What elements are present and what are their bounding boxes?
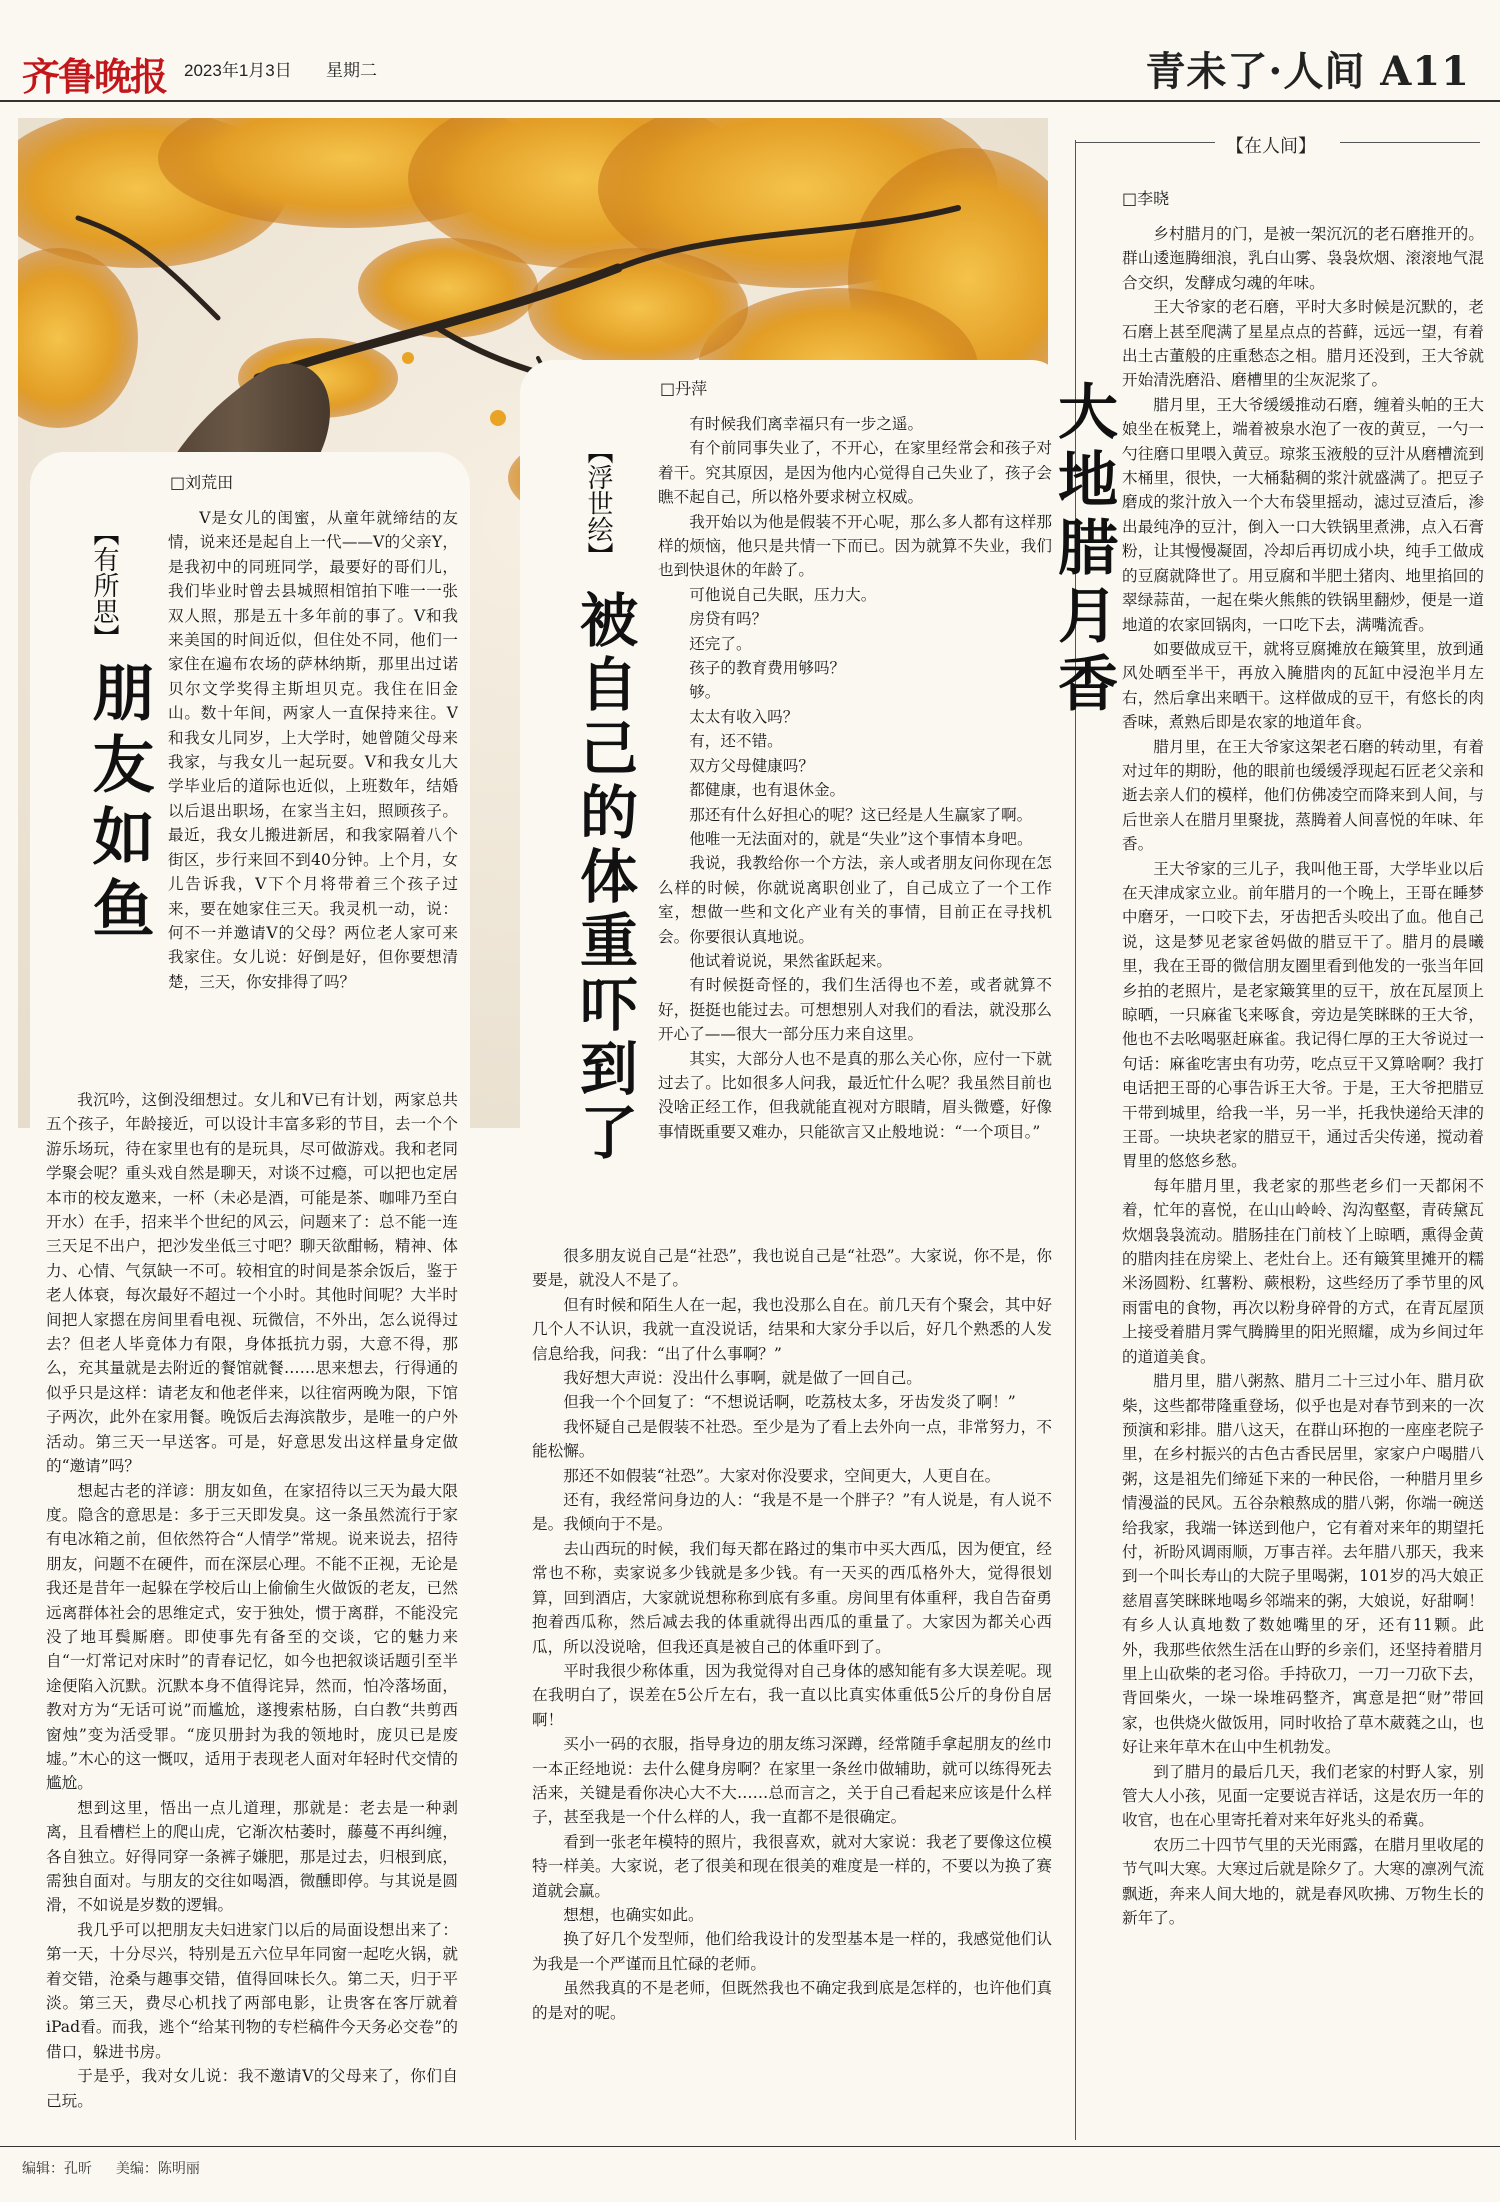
article-paragraph: 想起古老的洋谚：朋友如鱼，在家招待以三天为最大限度。隐含的意思是：多于三天即发臭。这一条虽然流行于家有电冰箱之前，但依然符合“人情学”常规。说来说去，招待朋友，问题不在硬件，而在深层心理。不能不正视，无论是我还是昔年一起躲在学校后山上偷偷生火做饭的老友，已然远离群体社会的思维定式，安于独处，惯于离群，不能没完没了地耳鬓厮磨。即使事先有备至的交谈，它的魅力来自“一灯常记对床时”的青春记忆，如今也把叙谈话题引至半途便陷入沉默。沉默本身不值得诧异，然而，怕冷落场面，教对方为“无话可说”而尴尬，遂搜索枯肠，白白教“共剪西窗烛”变为活受罪。“庞贝册封为我的领地时，庞贝已是废墟。”木心的这一慨叹，适用于表现老人面对年轻时代交情的尴尬。 <box>46 1481 458 1793</box>
article-paragraph: 有，还不错。 <box>689 732 783 751</box>
article-paragraph: 那还有什么好担心的呢？这已经是人生赢家了啊。 <box>689 805 1033 824</box>
article-paragraph: 很多朋友说自己是“社恐”，我也说自己是“社恐”。大家说，你不是，你要是，就没人不是了。 <box>532 1247 1052 1290</box>
article-paragraph: 还完了。 <box>689 634 752 653</box>
article-paragraph: 到了腊月的最后几天，我们老家的村野人家，别管大人小孩，见面一定要说吉祥话，这是农历一年的收官，也在心里寄托着对来年好兆头的希冀。 <box>1122 1762 1484 1830</box>
article-paragraph: 我怀疑自己是假装不社恐。至少是为了看上去外向一点，非常努力，不能松懈。 <box>532 1417 1052 1461</box>
article-paragraph: 去山西玩的时候，我们每天都在路过的集市中买大西瓜，因为便宜，经常也不称，卖家说多少钱就是多少钱。有一天买的西瓜格外大，觉得很划算，回到酒店，大家就说想称称到底有多重。房间里有体重秤，我自告奋勇抱着西瓜称，然后减去我的体重就得出西瓜的重量了。大家因为都关心西瓜，所以没说啥，但我还真是被自己的体重吓到了。 <box>532 1539 1052 1656</box>
article-paragraph: 还有，我经常问身边的人：“我是不是一个胖子？”有人说是，有人说不是。我倾向于不是。 <box>532 1491 1052 1534</box>
article-paragraph: 每年腊月里，我老家的那些老乡们一天都闲不着，忙年的喜悦，在山山岭岭、沟沟壑壑，青砖黛瓦炊烟袅袅流动。腊肠挂在门前枝丫上晾晒，熏得金黄的腊肉挂在房梁上、老灶台上。还有簸箕里摊开的糯米汤圆粉、红薯粉、蕨根粉，这些经历了季节里的风雨雷电的食物，再次以粉身碎骨的方式，在青瓦屋顶上接受着腊月霁气腾腾里的阳光照耀，成为乡间过年的道道美食。 <box>1122 1176 1484 1366</box>
article-paragraph: 够。 <box>689 683 721 702</box>
article-paragraph: 那还不如假装“社恐”。大家对你没要求，空间更大，人更自在。 <box>563 1466 1001 1485</box>
section-title: 青未了·人间 A11 <box>1145 48 1470 95</box>
article-paragraph: 虽然我真的不是老师，但既然我也不确定我到底是怎样的，也许他们真的是对的呢。 <box>532 1979 1052 2022</box>
article-paragraph: 有个前同事失业了，不开心，在家里经常会和孩子对着干。究其原因，是因为他内心觉得自己失业了，孩子会瞧不起自己，所以格外要求树立权威。 <box>658 439 1052 507</box>
article-friends-column-tag: 【有所思】 <box>89 520 119 650</box>
article-paragraph: 想到这里，悟出一点儿道理，那就是：老去是一种剥离，且看槽栏上的爬山虎，它渐次枯萎时，藤蔓不再纠缠，各自独立。好得同穿一条裤子嫌肥，那是过去，归根到底，需独自面对。与朋友的交往如喝酒，微醺即停。与其说是圆滑，不如说是岁数的逻辑。 <box>46 1798 458 1915</box>
article-weight-body-continued <box>532 1244 1052 2130</box>
article-paragraph: 想想，也确实如此。 <box>563 1905 704 1924</box>
article-paragraph: 都健康，也有退休金。 <box>689 781 846 800</box>
editor-credit: 编辑：孔昕 <box>22 2160 92 2176</box>
article-paragraph: 孩子的教育费用够吗？ <box>689 659 846 678</box>
article-friends-title: 朋友如鱼 <box>82 660 155 948</box>
article-friends-author: □刘荒田 <box>170 473 234 492</box>
article-paragraph: 其实，大部分人也不是真的那么关心你，应付一下就过去了。比如很多人问我，最近忙什么呢？我虽然目前也没啥正经工作，但我就能直视对方眼睛，眉头微蹙，好像事情既重要又难办，只能欲言又止般地说：“一个项目。” <box>658 1049 1052 1141</box>
footer-rule <box>0 2146 1500 2147</box>
article-weight-title: 被自己的体重吓到了 <box>570 590 638 1166</box>
article-paragraph: 王大爷家的三儿子，我叫他王哥，大学毕业以后在天津成家立业。前年腊月的一个晚上，王哥在睡梦中磨牙，一口咬下去，牙齿把舌头咬出了血。他自己说，这是梦见老家爸妈做的腊豆干了。腊月的晨曦里，我在王哥的微信朋友圈里看到他发的一张当年回乡拍的老照片，是老家簸箕里的豆干，放在瓦屋顶上晾晒，一只麻雀飞来啄食，旁边是笑眯眯的王大爷，他也不去吆喝驱赶麻雀。我记得仁厚的王大爷说过一句话：麻雀吃害虫有功劳，吃点豆干又算啥啊？我打电话把王哥的心事告诉王大爷。于是，王大爷把腊豆干带到城里，给我一半，另一半，托我快递给天津的王哥。一块块老家的腊豆干，通过舌尖传递，搅动着胃里的悠悠乡愁。 <box>1122 859 1484 1171</box>
right-section-rule-left <box>1075 142 1215 143</box>
article-paragraph: 有时候我们离幸福只有一步之遥。 <box>689 415 924 433</box>
article-paragraph: 但我一个个回复了：“不想说话啊，吃荔枝太多，牙齿发炎了啊！” <box>563 1393 1016 1412</box>
article-paragraph: 他试着说说，果然雀跃起来。 <box>689 951 892 970</box>
article-friends-body <box>168 506 458 1086</box>
article-friends-body-continued <box>46 1088 458 2128</box>
article-lamei-title: 大地腊月香 <box>1048 380 1118 720</box>
article-paragraph: 房贷有吗？ <box>689 610 768 629</box>
article-lamei-column-tag: 【在人间】 <box>1226 136 1316 157</box>
article-lamei-author: □李晓 <box>1122 189 1170 208</box>
right-section-rule-right <box>1340 142 1480 143</box>
article-paragraph: 有时候挺奇怪的，我们生活得也不差，或者就算不好，挺挺也能过去。可想想别人对我们的看法，就没那么开心了——很大一部分压力来自这里。 <box>658 976 1052 1044</box>
article-paragraph: 农历二十四节气里的天光雨露，在腊月里收尾的节气叫大寒。大寒过后就是除夕了。大寒的凛冽气流飘逝，奔来人间大地的，就是春风吹拂、万物生长的新年了。 <box>1122 1835 1484 1928</box>
article-paragraph: 腊月里，在王大爷家这架老石磨的转动里，有着对过年的期盼，他的眼前也缓缓浮现起石匠老父亲和逝去亲人们的模样，他们仿佛凌空而降来到人间，与后世亲人在腊月里聚拢，蒸腾着人间喜悦的年味、年香。 <box>1122 737 1484 854</box>
article-paragraph: 于是乎，我对女儿说：我不邀请V的父母来了，你们自己玩。 <box>46 2067 458 2110</box>
designer-credit: 美编：陈明丽 <box>115 2160 200 2176</box>
article-paragraph: 如要做成豆干，就将豆腐摊放在簸箕里，放到通风处晒至半干，再放入腌腊肉的瓦缸中浸泡半月左右，然后拿出来晒干。这样做成的豆干，有悠长的肉香味，煮熟后即是农家的地道年食。 <box>1122 639 1484 732</box>
article-weight-body <box>658 412 1052 1242</box>
article-paragraph: 看到一张老年模特的照片，我很喜欢，就对大家说：我老了要像这位模特一样美。大家说，老了很美和现在很美的难度是一样的，不要以为换了赛道就会赢。 <box>532 1832 1052 1900</box>
issue-weekday: 星期二 <box>326 61 377 80</box>
article-paragraph: 买小一码的衣服，指导身边的朋友练习深蹲，经常随手拿起朋友的丝巾一本正经地说：去什么健身房啊？在家里一条丝巾做辅助，就可以练得死去活来，关键是看你决心大不大……总而言之，关于自己看起来应该是什么样子，甚至我是一个什么样的人，我一直都不是很确定。 <box>532 1735 1052 1827</box>
article-paragraph: 我沉吟，这倒没细想过。女儿和V已有计划，两家总共五个孩子，年龄接近，可以设计丰富多彩的节目，去一个个游乐场玩，待在家里也有的是玩具，尽可做游戏。我和老同学聚会呢？重头戏自然是聊天，对谈不过瘾，可以把也定居本市的校友邀来，一杯（未必是酒，可能是茶、咖啡乃至白开水）在手，招来半个世纪的风云，问题来了：总不能一连三天足不出户，把沙发坐低三寸吧？聊天欲酣畅，精神、体力、心情、气氛缺一不可。较相宜的时间是茶余饭后，鉴于老人体衰，每次最好不超过一个小时。其他时间呢？大半时间把人家摁在房间里看电视、玩微信，不外出，怎么说得过去？但老人毕竟体力有限，身体抵抗力弱，大意不得，那么，充其量就是去附近的餐馆就餐……思来想去，行得通的似乎只是这样：请老友和他老伴来，以往宿两晚为限，下馆子两次，此外在家用餐。晚饭后去海滨散步，是唯一的户外活动。第三天一早送客。可是，好意思发出这样量身定做的“邀请”吗？ <box>46 1091 458 1476</box>
article-paragraph: 可他说自己失眠，压力大。 <box>689 585 877 604</box>
article-paragraph: 换了好几个发型师，他们给我设计的发型基本是一样的，我感觉他们认为我是一个严谨而且忙碌的老师。 <box>532 1930 1052 1973</box>
article-paragraph: 但有时候和陌生人在一起，我也没那么自在。前几天有个聚会，其中好几个人不认识，我就一直没说话，结果和大家分手以后，好几个熟悉的人发信息给我，问我：“出了什么事啊？” <box>532 1295 1052 1363</box>
article-paragraph: 双方父母健康吗？ <box>689 756 814 775</box>
issue-date: 2023年1月3日 <box>184 61 292 80</box>
page-header <box>0 0 1500 118</box>
article-paragraph: 太太有收入吗？ <box>689 707 799 726</box>
article-paragraph: 他唯一无法面对的，就是“失业”这个事情本身吧。 <box>689 829 1033 848</box>
article-paragraph: 平时我很少称体重，因为我觉得对自己身体的感知能有多大误差呢。现在我明白了，误差在5公斤左右，我一直以比真实体重低5公斤的身份自居啊！ <box>532 1661 1052 1729</box>
article-paragraph: 我开始以为他是假装不开心呢，那么多人都有这样那样的烦恼，他只是共情一下而已。因为就算不失业，我们也到快退休的年龄了。 <box>658 512 1052 580</box>
article-paragraph: 我好想大声说：没出什么事啊，就是做了一回自己。 <box>563 1369 922 1388</box>
newspaper-logo: 齐鲁晚报 <box>22 54 167 99</box>
article-paragraph: 腊月里，王大爷缓缓推动石磨，缠着头帕的王大娘坐在板凳上，端着被泉水泡了一夜的黄豆，一勺一勺往磨口里喂入黄豆。琼浆玉液般的豆汁从磨槽流到木桶里，很快，一大桶黏稠的浆汁就盛满了。把豆子磨成的浆汁放入一个大布袋里摇动，滤过豆渣后，渗出最纯净的豆汁，倒入一口大铁锅里煮沸，点入石膏粉，让其慢慢凝固，冷却后再切成小块，纯手工做成的豆腐就降世了。用豆腐和半肥土猪肉、地里掐回的翠绿蒜苗，一起在柴火熊熊的铁锅里翻炒，便是一道地道的农家回锅肉，一口吃下去，满嘴流香。 <box>1122 395 1484 634</box>
article-paragraph: 我说，我教给你一个方法，亲人或者朋友问你现在怎么样的时候，你就说离职创业了，自己成立了一个工作室，想做一些和文化产业有关的事情，目前正在寻找机会。你要很认真地说。 <box>658 854 1052 946</box>
article-paragraph: 我几乎可以把朋友夫妇进家门以后的局面设想出来了：第一天，十分尽兴，特别是五六位早年同窗一起吃火锅，就着交错，沧桑与趣事交错，值得回味长久。第二天，归于平淡。第三天，费尽心机找了两部电影，让贵客在客厅就着iPad看。而我，逃个“给某刊物的专栏稿件今天务必交卷”的借口，躲进书房。 <box>46 1920 458 2061</box>
article-lamei-body <box>1122 222 1484 2140</box>
article-paragraph: 腊月里，腊八粥熬、腊月二十三过小年、腊月砍柴，这些都带隆重登场，似乎也是对春节到来的一次预演和彩排。腊八这天，在群山环抱的一座座老院子里，在乡村振兴的古色古香民居里，家家户户喝腊八粥，这是祖先们缔延下来的一种民俗，一种腊月里乡情漫溢的民风。五谷杂粮熬成的腊八粥，你端一碗送给我家，我端一钵送到他户，它有着对来年的期望托付，祈盼风调雨顺，万事吉祥。去年腊八那天，我来到一个叫长寿山的大院子里喝粥，101岁的冯大娘正慈眉喜笑眯眯地喝乡邻端来的粥，大娘说，好甜啊！有乡人认真地数了数她嘴里的牙，还有11颗。此外，我那些依然生活在山野的乡亲们，还坚持着腊月里上山砍柴的老习俗。手持砍刀，一刀一刀砍下去，背回柴火，一垛一垛堆码整齐，寓意是把“财”带回家，也供烧火做饭用，同时收拾了草木葳蕤之山，也好让来年草木在山中生机勃发。 <box>1122 1372 1484 1757</box>
header-rule <box>0 100 1500 102</box>
article-paragraph: V是女儿的闺蜜，从童年就缔结的友情，说来还是起自上一代——V的父亲Y，是我初中的同班同学，最要好的哥们儿，我们毕业时曾去县城照相馆拍下唯一一张双人照，那是五十多年前的事了。V和我来美国的时间近似，但住处不同，他们一家住在遍布农场的萨林纳斯，那里出过诺贝尔文学奖得主斯坦贝克。我住在旧金山。数十年间，两家人一直保持来往。V和我女儿同岁，上大学时，她曾随父母来我家，与我女儿一起玩耍。V和我女儿大学毕业后的道际也近似，上班数年，结婚以后退出职场，在家当主妇，照顾孩子。最近，我女儿搬进新居，和我家隔着八个街区，步行来回不到40分钟。上个月，女儿告诉我，V下个月将带着三个孩子过来，要在她家住三天。我灵机一动，说：何不一并邀请V的父母？两位老人家可来我家住。女儿说：好倒是好，但你要想清楚，三天，你安排得了吗？ <box>168 509 458 991</box>
page-footer <box>22 2158 220 2178</box>
article-paragraph: 王大爷家的老石磨，平时大多时候是沉默的，老石磨上甚至爬满了星星点点的苔藓，远远一望，有着出土古董般的庄重愁态之相。腊月还没到，王大爷就开始清洗磨沿、磨槽里的尘灰泥浆了。 <box>1122 298 1484 390</box>
article-paragraph: 乡村腊月的门，是被一架沉沉的老石磨推开的。群山逶迤腾细浪，乳白山雾、袅袅炊烟、滚滚地气混合交织，发酵成匀魂的年味。 <box>1122 225 1484 292</box>
article-weight-column-tag: 【浮世绘】 <box>583 438 613 568</box>
article-weight-author: □丹萍 <box>660 379 708 398</box>
